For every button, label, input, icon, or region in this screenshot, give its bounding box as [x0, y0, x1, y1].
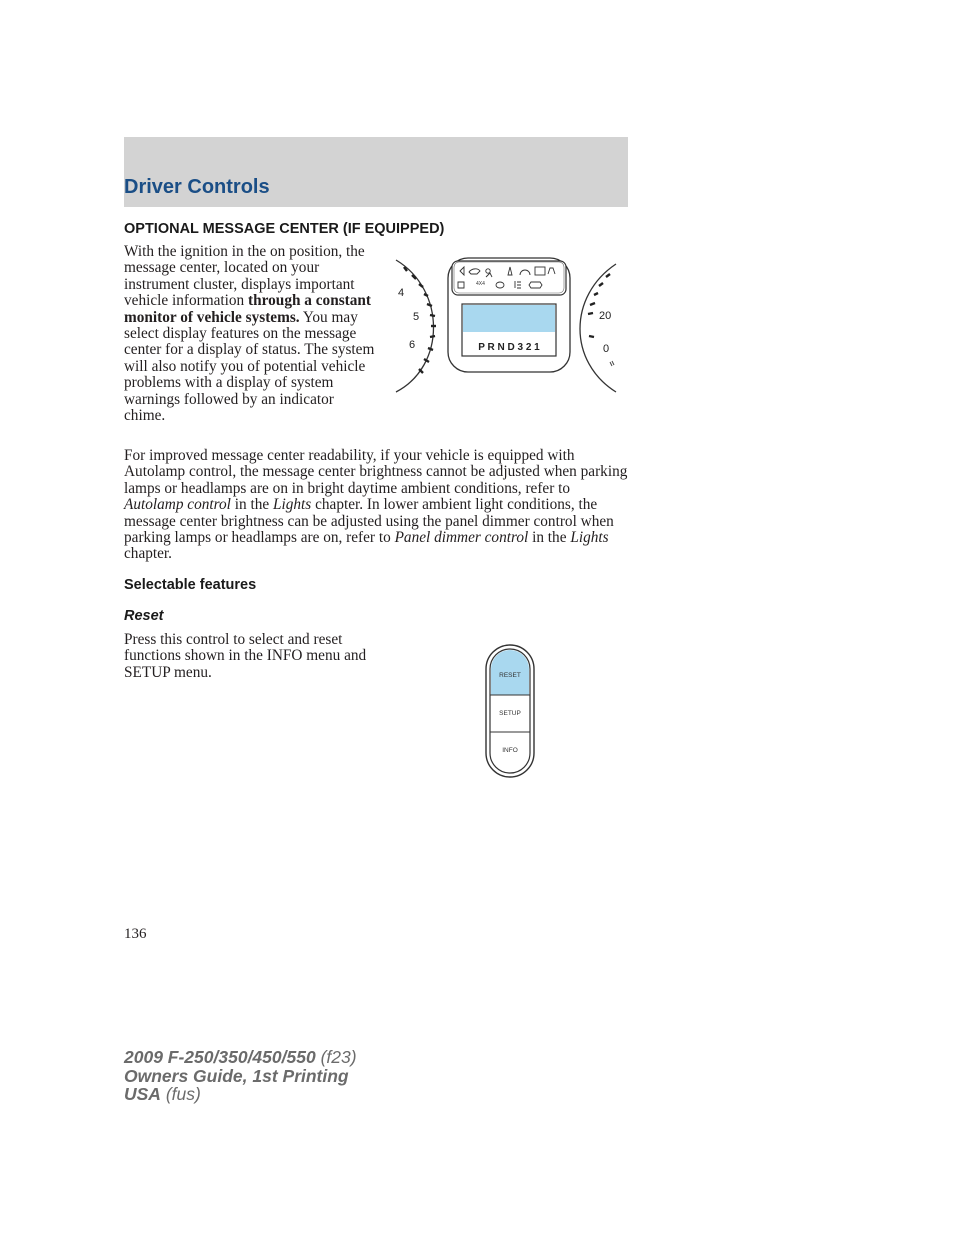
svg-text:4X4: 4X4 [476, 281, 485, 287]
gear-indicator: P R N D 3 2 1 [478, 342, 540, 353]
reset-button-label: RESET [499, 672, 521, 679]
tach-number-5: 5 [413, 311, 420, 323]
tach-number-6: 6 [409, 339, 416, 351]
page-number: 136 [124, 926, 147, 942]
reset-paragraph: Press this control to select and reset functions shown in the INFO menu and SETUP menu. [124, 631, 367, 681]
gauge-number-20: 20 [599, 310, 612, 322]
instrument-cluster-illustration [390, 256, 622, 396]
readability-paragraph: For improved message center readability, if your vehicle is equipped with Autolamp control, the message center brightness cannot be adjusted when parking lamps or headlamps are on in bright daytime ambient conditions, refer to Autolamp control in the Lights chapter. In lower ambient light conditions, the message center brightness can be adjusted using the panel dimmer control when parking lamps or headlamps are on, refer to Panel dimmer control in the Lights chapter. [124, 447, 628, 563]
footer-line-3: USA (fus) [124, 1084, 201, 1104]
section-heading: OPTIONAL MESSAGE CENTER (IF EQUIPPED) [124, 221, 445, 237]
tach-number-4: 4 [398, 287, 405, 299]
setup-button-label: SETUP [499, 710, 521, 717]
info-button-label: INFO [502, 747, 518, 754]
reset-setup-info-control-illustration [484, 643, 536, 779]
subheading-reset: Reset [124, 608, 164, 624]
message-center-display [463, 305, 555, 332]
footer [124, 1048, 357, 1104]
subheading-selectable-features: Selectable features [124, 577, 257, 593]
footer-line-1: 2009 F-250/350/450/550 (f23) [124, 1047, 357, 1067]
footer-line-2: Owners Guide, 1st Printing [124, 1065, 349, 1086]
section-title: Driver Controls [124, 176, 270, 198]
gauge-number-0: 0 [603, 343, 610, 355]
intro-paragraph: With the ignition in the on position, the message center, located on your instrument cluster, displays important vehicle information through a constant monitor of vehicle systems. You may select display features on the message center for a display of status. The system will also notify you of potential vehicle problems with a display of system warnings followed by an indicator chime. [124, 243, 375, 425]
